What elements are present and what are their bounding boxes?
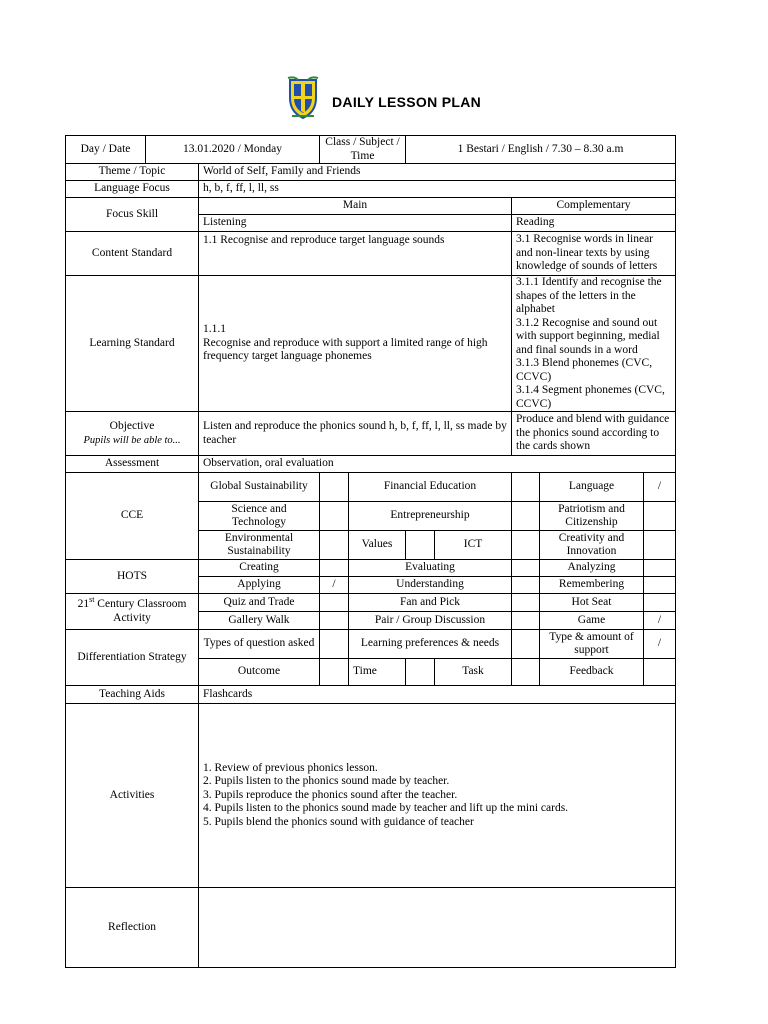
learning-standard-label: Learning Standard <box>66 276 199 412</box>
diff-learning-preferences: Learning preferences & needs <box>349 630 512 659</box>
activity-quiz-trade: Quiz and Trade <box>199 594 320 612</box>
activity-quiz-mark <box>320 594 349 612</box>
day-date-value: 13.01.2020 / Monday <box>146 136 320 164</box>
content-standard-label: Content Standard <box>66 232 199 276</box>
activities-label: Activities <box>66 704 199 888</box>
learning-standard-main: 1.1.1 Recognise and reproduce with support a limited range of high frequency target language phonemes <box>199 276 512 412</box>
row-activities <box>66 704 676 888</box>
cce-patriotism-citizenship: Patriotism and Citizenship <box>540 502 644 531</box>
theme-label: Theme / Topic <box>66 164 199 181</box>
hots-analyzing-mark <box>644 560 676 577</box>
cce-creativity-mark <box>644 531 676 560</box>
hots-creating: Creating <box>199 560 320 577</box>
reflection-label: Reflection <box>66 888 199 968</box>
objective-main: Listen and reproduce the phonics sound h, b, f, ff, l, ll, ss made by teacher <box>199 412 512 456</box>
row-reflection <box>66 888 676 968</box>
row-language-focus <box>66 181 676 198</box>
hots-creating-mark <box>320 560 349 577</box>
cce-label: CCE <box>66 473 199 560</box>
diff-feedback: Feedback <box>540 659 644 686</box>
activity-step: 2. Pupils listen to the phonics sound made by teacher. <box>203 775 450 788</box>
page-title: DAILY LESSON PLAN <box>332 94 482 110</box>
diff-feedback-mark <box>644 659 676 686</box>
focus-skill-label: Focus Skill <box>66 198 199 232</box>
activity-fan-mark <box>512 594 540 612</box>
row-century-1 <box>66 594 676 612</box>
cce-language-mark: / <box>644 473 676 502</box>
activity-hot-seat: Hot Seat <box>540 594 644 612</box>
hots-evaluating: Evaluating <box>349 560 512 577</box>
row-hots-1 <box>66 560 676 577</box>
row-objective <box>66 412 676 456</box>
century-label <box>66 594 199 630</box>
diff-learning-mark <box>512 630 540 659</box>
diff-time: Time <box>349 659 406 686</box>
diff-task: Task <box>435 659 512 686</box>
hots-understanding: Understanding <box>349 577 512 594</box>
activity-step: 4. Pupils listen to the phonics sound made by teacher and lift up the mini cards. <box>203 802 569 815</box>
class-subject-time-label: Class / Subject / Time <box>320 136 406 164</box>
differentiation-label: Differentiation Strategy <box>66 630 199 686</box>
activities-content <box>199 704 676 888</box>
activity-step: 5. Pupils blend the phonics sound with guidance of teacher <box>203 815 474 828</box>
row-learning-standard <box>66 276 676 412</box>
cce-values: Values <box>349 531 406 560</box>
activity-hot-seat-mark <box>644 594 676 612</box>
cce-ict-mark <box>512 531 540 560</box>
day-date-label: Day / Date <box>66 136 146 164</box>
language-focus-value: h, b, f, ff, l, ll, ss <box>199 181 676 198</box>
document-header <box>0 70 768 134</box>
row-assessment <box>66 456 676 473</box>
objective-label: Objective <box>109 420 155 432</box>
school-crest-logo <box>286 76 320 120</box>
diff-types-question: Types of question asked <box>199 630 320 659</box>
content-standard-main: 1.1 Recognise and reproduce target language sounds <box>199 232 512 276</box>
activity-game-mark: / <box>644 612 676 630</box>
cce-global-sustainability: Global Sustainability <box>199 473 320 502</box>
class-subject-time-value: 1 Bestari / English / 7.30 – 8.30 a.m <box>406 136 676 164</box>
cce-patriotism-mark <box>644 502 676 531</box>
row-teaching-aids <box>66 686 676 704</box>
century-label-suffix: st <box>89 595 95 605</box>
objective-complementary: Produce and blend with guidance the phonics sound according to the cards shown <box>512 412 676 456</box>
cce-financial-education: Financial Education <box>349 473 512 502</box>
cce-financial-mark <box>512 473 540 502</box>
language-focus-label: Language Focus <box>66 181 199 198</box>
row-cce-1 <box>66 473 676 502</box>
activity-pair-mark <box>512 612 540 630</box>
hots-evaluating-mark <box>512 560 540 577</box>
objective-label-cell <box>66 412 199 456</box>
diff-outcome-mark <box>320 659 349 686</box>
reflection-content <box>199 888 676 968</box>
century-label-text: Century Classroom Activity <box>94 598 187 624</box>
cce-creativity-innovation: Creativity and Innovation <box>540 531 644 560</box>
assessment-label: Assessment <box>66 456 199 473</box>
activity-gallery-mark <box>320 612 349 630</box>
cce-science-mark <box>320 502 349 531</box>
row-differentiation-1 <box>66 630 676 659</box>
row-content-standard <box>66 232 676 276</box>
learning-standard-complementary: 3.1.1 Identify and recognise the shapes of the letters in the alphabet 3.1.2 Recognise and sound out with support beginning, medial and final sounds in a word 3.1.3 Blend phonemes (CVC, CCVC) 3.1.4 Segment phonemes (CVC, CCVC) <box>512 276 676 412</box>
row-focus-skill-head <box>66 198 676 215</box>
hots-applying-mark: / <box>320 577 349 594</box>
cce-language: Language <box>540 473 644 502</box>
main-skill-value: Listening <box>199 215 512 232</box>
cce-values-mark <box>406 531 435 560</box>
main-header: Main <box>199 198 512 215</box>
hots-understanding-mark <box>512 577 540 594</box>
cce-entrepreneurship-mark <box>512 502 540 531</box>
row-day-date <box>66 136 676 164</box>
assessment-value: Observation, oral evaluation <box>199 456 676 473</box>
cce-environmental-mark <box>320 531 349 560</box>
activity-game: Game <box>540 612 644 630</box>
activity-step: 1. Review of previous phonics lesson. <box>203 761 378 774</box>
hots-applying: Applying <box>199 577 320 594</box>
hots-analyzing: Analyzing <box>540 560 644 577</box>
diff-types-mark <box>320 630 349 659</box>
diff-task-mark <box>512 659 540 686</box>
cce-science-technology: Science and Technology <box>199 502 320 531</box>
diff-time-mark <box>406 659 435 686</box>
diff-support-mark: / <box>644 630 676 659</box>
activity-fan-pick: Fan and Pick <box>349 594 512 612</box>
lesson-plan-table <box>65 135 676 968</box>
hots-label: HOTS <box>66 560 199 594</box>
cce-ict: ICT <box>435 531 512 560</box>
cce-global-mark <box>320 473 349 502</box>
diff-type-support: Type & amount of support <box>540 630 644 659</box>
activity-pair-group: Pair / Group Discussion <box>349 612 512 630</box>
theme-value: World of Self, Family and Friends <box>199 164 676 181</box>
teaching-aids-value: Flashcards <box>199 686 676 704</box>
row-theme <box>66 164 676 181</box>
activity-gallery-walk: Gallery Walk <box>199 612 320 630</box>
cce-entrepreneurship: Entrepreneurship <box>349 502 512 531</box>
cce-environmental-sustainability: Environmental Sustainability <box>199 531 320 560</box>
teaching-aids-label: Teaching Aids <box>66 686 199 704</box>
content-standard-complementary: 3.1 Recognise words in linear and non-linear texts by using knowledge of sounds of letters <box>512 232 676 276</box>
activity-step: 3. Pupils reproduce the phonics sound after the teacher. <box>203 788 458 801</box>
objective-sublabel: Pupils will be able to... <box>83 434 181 446</box>
diff-outcome: Outcome <box>199 659 320 686</box>
century-label-number: 21 <box>77 598 90 610</box>
complementary-header: Complementary <box>512 198 676 215</box>
hots-remembering-mark <box>644 577 676 594</box>
complementary-skill-value: Reading <box>512 215 676 232</box>
hots-remembering: Remembering <box>540 577 644 594</box>
